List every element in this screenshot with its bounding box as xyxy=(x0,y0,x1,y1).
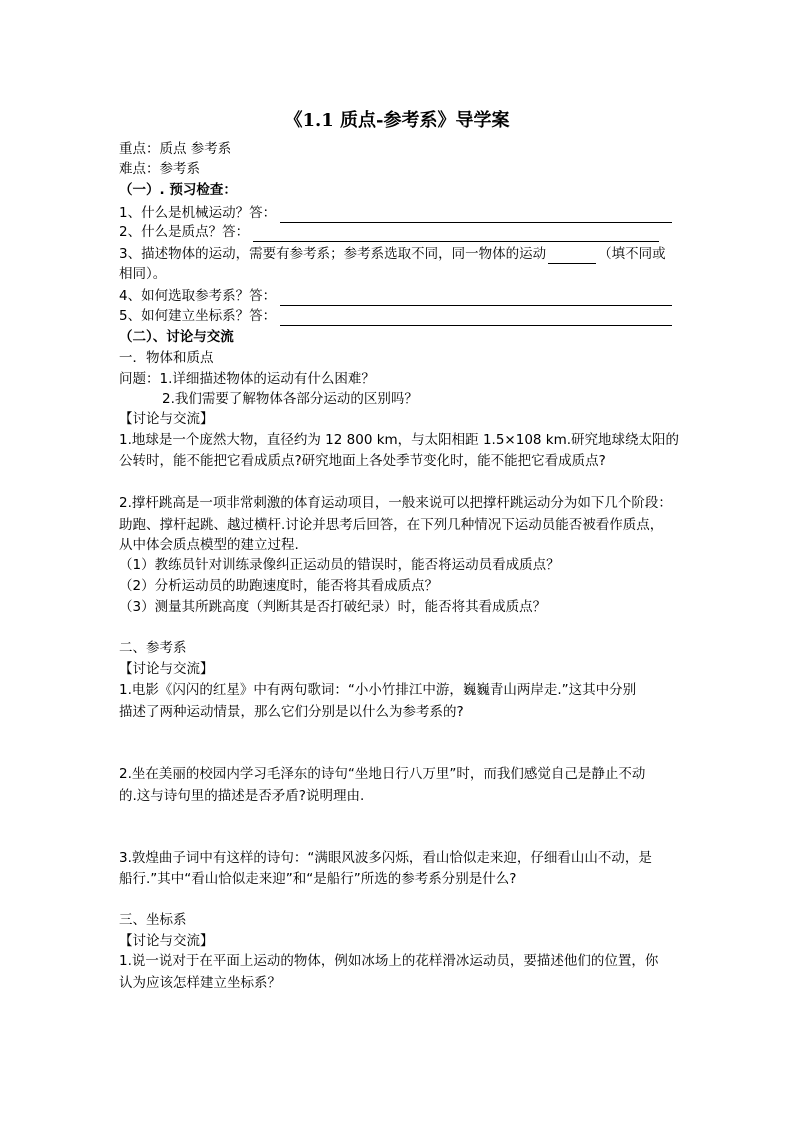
question-1 xyxy=(119,203,672,223)
question-3-text: 3、描述物体的运动，需要有参考系；参考系选取不同，同一物体的运动 xyxy=(119,246,547,262)
d2-line3: 从中体会质点模型的建立过程. xyxy=(119,537,299,553)
question-4 xyxy=(119,286,672,306)
r1-line2: 描述了两种运动情景，那么它们分别是以什么为参考系的? xyxy=(119,704,464,720)
discuss-label-2: 【讨论与交流】 xyxy=(119,661,214,677)
section2-heading: （二）、讨论与交流 xyxy=(119,329,234,345)
question-3-cont: 相同）。 xyxy=(119,266,167,282)
part2-title: 二、参考系 xyxy=(119,640,187,656)
question-1-text: 1、什么是机械运动？答： xyxy=(119,205,277,221)
d2-line1: 2.撑杆跳高是一项非常刺激的体育运动项目，一般来说可以把撑杆跳运动分为如下几个阶段： xyxy=(119,495,672,511)
question-3-hint: （填不同或 xyxy=(598,246,666,262)
fill-blank[interactable] xyxy=(548,249,596,264)
r3-line1: 3.敦煌曲子词中有这样的诗句：“满眼风波多闪烁，看山恰似走来迎，仔细看山山不动，是 xyxy=(119,850,652,866)
discuss-label-3: 【讨论与交流】 xyxy=(119,933,214,949)
discuss-label-1: 【讨论与交流】 xyxy=(119,411,214,427)
problem-2: 2.我们需要了解物体各部分运动的区别吗？ xyxy=(162,391,418,407)
question-2 xyxy=(119,222,659,242)
problem-1: 问题：1.详细描述物体的运动有什么困难？ xyxy=(119,371,375,387)
d2-line2: 助跑、撑杆起跳、越过横杆.讨论并思考后回答，在下列几种情况下运动员能否被看作质点， xyxy=(119,517,664,533)
question-4-text: 4、如何选取参考系？答： xyxy=(119,288,277,304)
r2-line1: 2.坐在美丽的校园内学习毛泽东的诗句“坐地日行八万里”时，而我们感觉自己是静止不动 xyxy=(119,766,646,782)
page-title: 《1.1 质点-参考系》导学案 xyxy=(284,110,510,131)
difficulty-line: 难点：参考系 xyxy=(119,161,200,177)
r2-line2: 的.这与诗句里的描述是否矛盾?说明理由. xyxy=(119,788,365,804)
question-5 xyxy=(119,306,672,326)
answer-line-2[interactable] xyxy=(253,227,659,242)
question-2-text: 2、什么是质点？答： xyxy=(119,224,250,240)
question-5-text: 5、如何建立坐标系？答： xyxy=(119,308,277,324)
answer-line-4[interactable] xyxy=(280,291,672,306)
r1-line1: 1.电影《闪闪的红星》中有两句歌词：“小小竹排江中游，巍巍青山两岸走.”这其中分别 xyxy=(119,682,637,698)
c1-line2: 认为应该怎样建立坐标系？ xyxy=(119,975,281,991)
question-3 xyxy=(119,244,666,264)
r3-line2: 船行.”其中“看山恰似走来迎”和“是船行”所选的参考系分别是什么? xyxy=(119,871,517,887)
d2-sub1: （1）教练员针对训练录像纠正运动员的错误时，能否将运动员看成质点？ xyxy=(119,557,560,573)
answer-line-1[interactable] xyxy=(280,208,672,223)
answer-line-5[interactable] xyxy=(280,311,672,326)
d1-line2: 公转时，能不能把它看成质点?研究地面上各处季节变化时，能不能把它看成质点? xyxy=(119,453,606,469)
part1-title: 一．物体和质点 xyxy=(119,350,214,366)
focus-line: 重点：质点 参考系 xyxy=(119,141,232,157)
d2-sub2: （2）分析运动员的助跑速度时，能否将其看成质点？ xyxy=(119,578,439,594)
d2-sub3: （3）测量其所跳高度（判断其是否打破纪录）时，能否将其看成质点？ xyxy=(119,599,547,615)
section1-heading: （一）. 预习检查： xyxy=(119,182,237,198)
c1-line1: 1.说一说对于在平面上运动的物体，例如冰场上的花样滑冰运动员，要描述他们的位置，你 xyxy=(119,953,659,969)
part3-title: 三、坐标系 xyxy=(119,912,187,928)
d1-line1: 1.地球是一个庞然大物，直径约为 12 800 km，与太阳相距 1.5×108 km.研究地球绕太阳的 xyxy=(119,432,680,448)
